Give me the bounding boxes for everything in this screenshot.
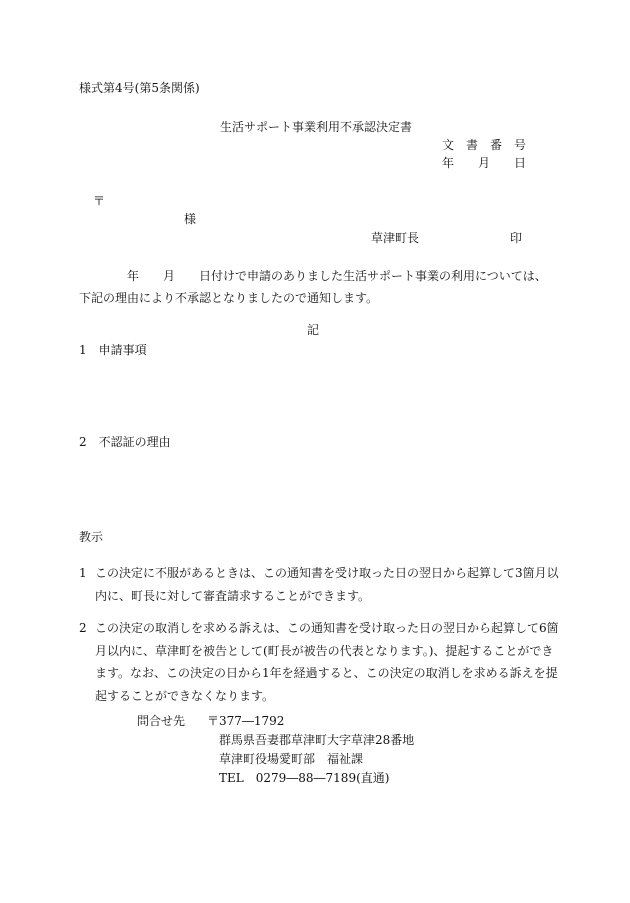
honorific: 様: [184, 212, 197, 226]
issuer-name: 草津町長: [371, 231, 420, 245]
instruction-text: この決定に不服があるときは、この通知書を受け取った日の翌日から起算して3箇月以内に、町長に対して審査請求することができます。: [95, 566, 559, 603]
date-label: 年 月 日: [442, 156, 527, 170]
document-number-label: 文 書 番 号: [442, 138, 527, 152]
instruction-text: この決定の取消しを求める訴えは、この通知書を受け取った日の翌日から起算して6箇月以内に、草津町を被告として(町長が被告の代表となります。)、提起することができます。なお、この決定の日から1年を経過すると、この決定の取消しを求める訴えを提起することができなくなります。: [95, 621, 559, 703]
form-label: 様式第4号(第5条関係): [79, 81, 200, 95]
instruction-number: 2: [79, 621, 87, 635]
instruction-heading: 教示: [79, 530, 104, 544]
instruction-number: 1: [79, 566, 87, 580]
instruction-item: [79, 562, 565, 607]
contact-office: 草津町役場愛町部 福祉課: [219, 752, 364, 766]
contact-postal: 〒377―1792: [207, 714, 285, 728]
section-application-items: 1 申請事項: [79, 343, 147, 357]
contact-label: 問合せ先: [137, 714, 186, 728]
contact-tel: TEL 0279―88―7189(直通): [219, 771, 390, 785]
instruction-item: [79, 617, 565, 707]
ki-heading: 記: [307, 323, 320, 337]
seal-mark: 印: [510, 231, 523, 245]
postal-mark: 〒: [93, 194, 106, 208]
notice-body: 年 月 日付けで申請のありました生活サポート事業の利用については、下記の理由により不承認となりましたので通知します。: [79, 269, 547, 305]
section-disapproval-reason: 2 不認証の理由: [79, 435, 171, 449]
contact-address: 群馬県吾妻郡草津町大字草津28番地: [219, 733, 415, 747]
document-title: 生活サポート事業利用不承認決定書: [220, 120, 413, 134]
